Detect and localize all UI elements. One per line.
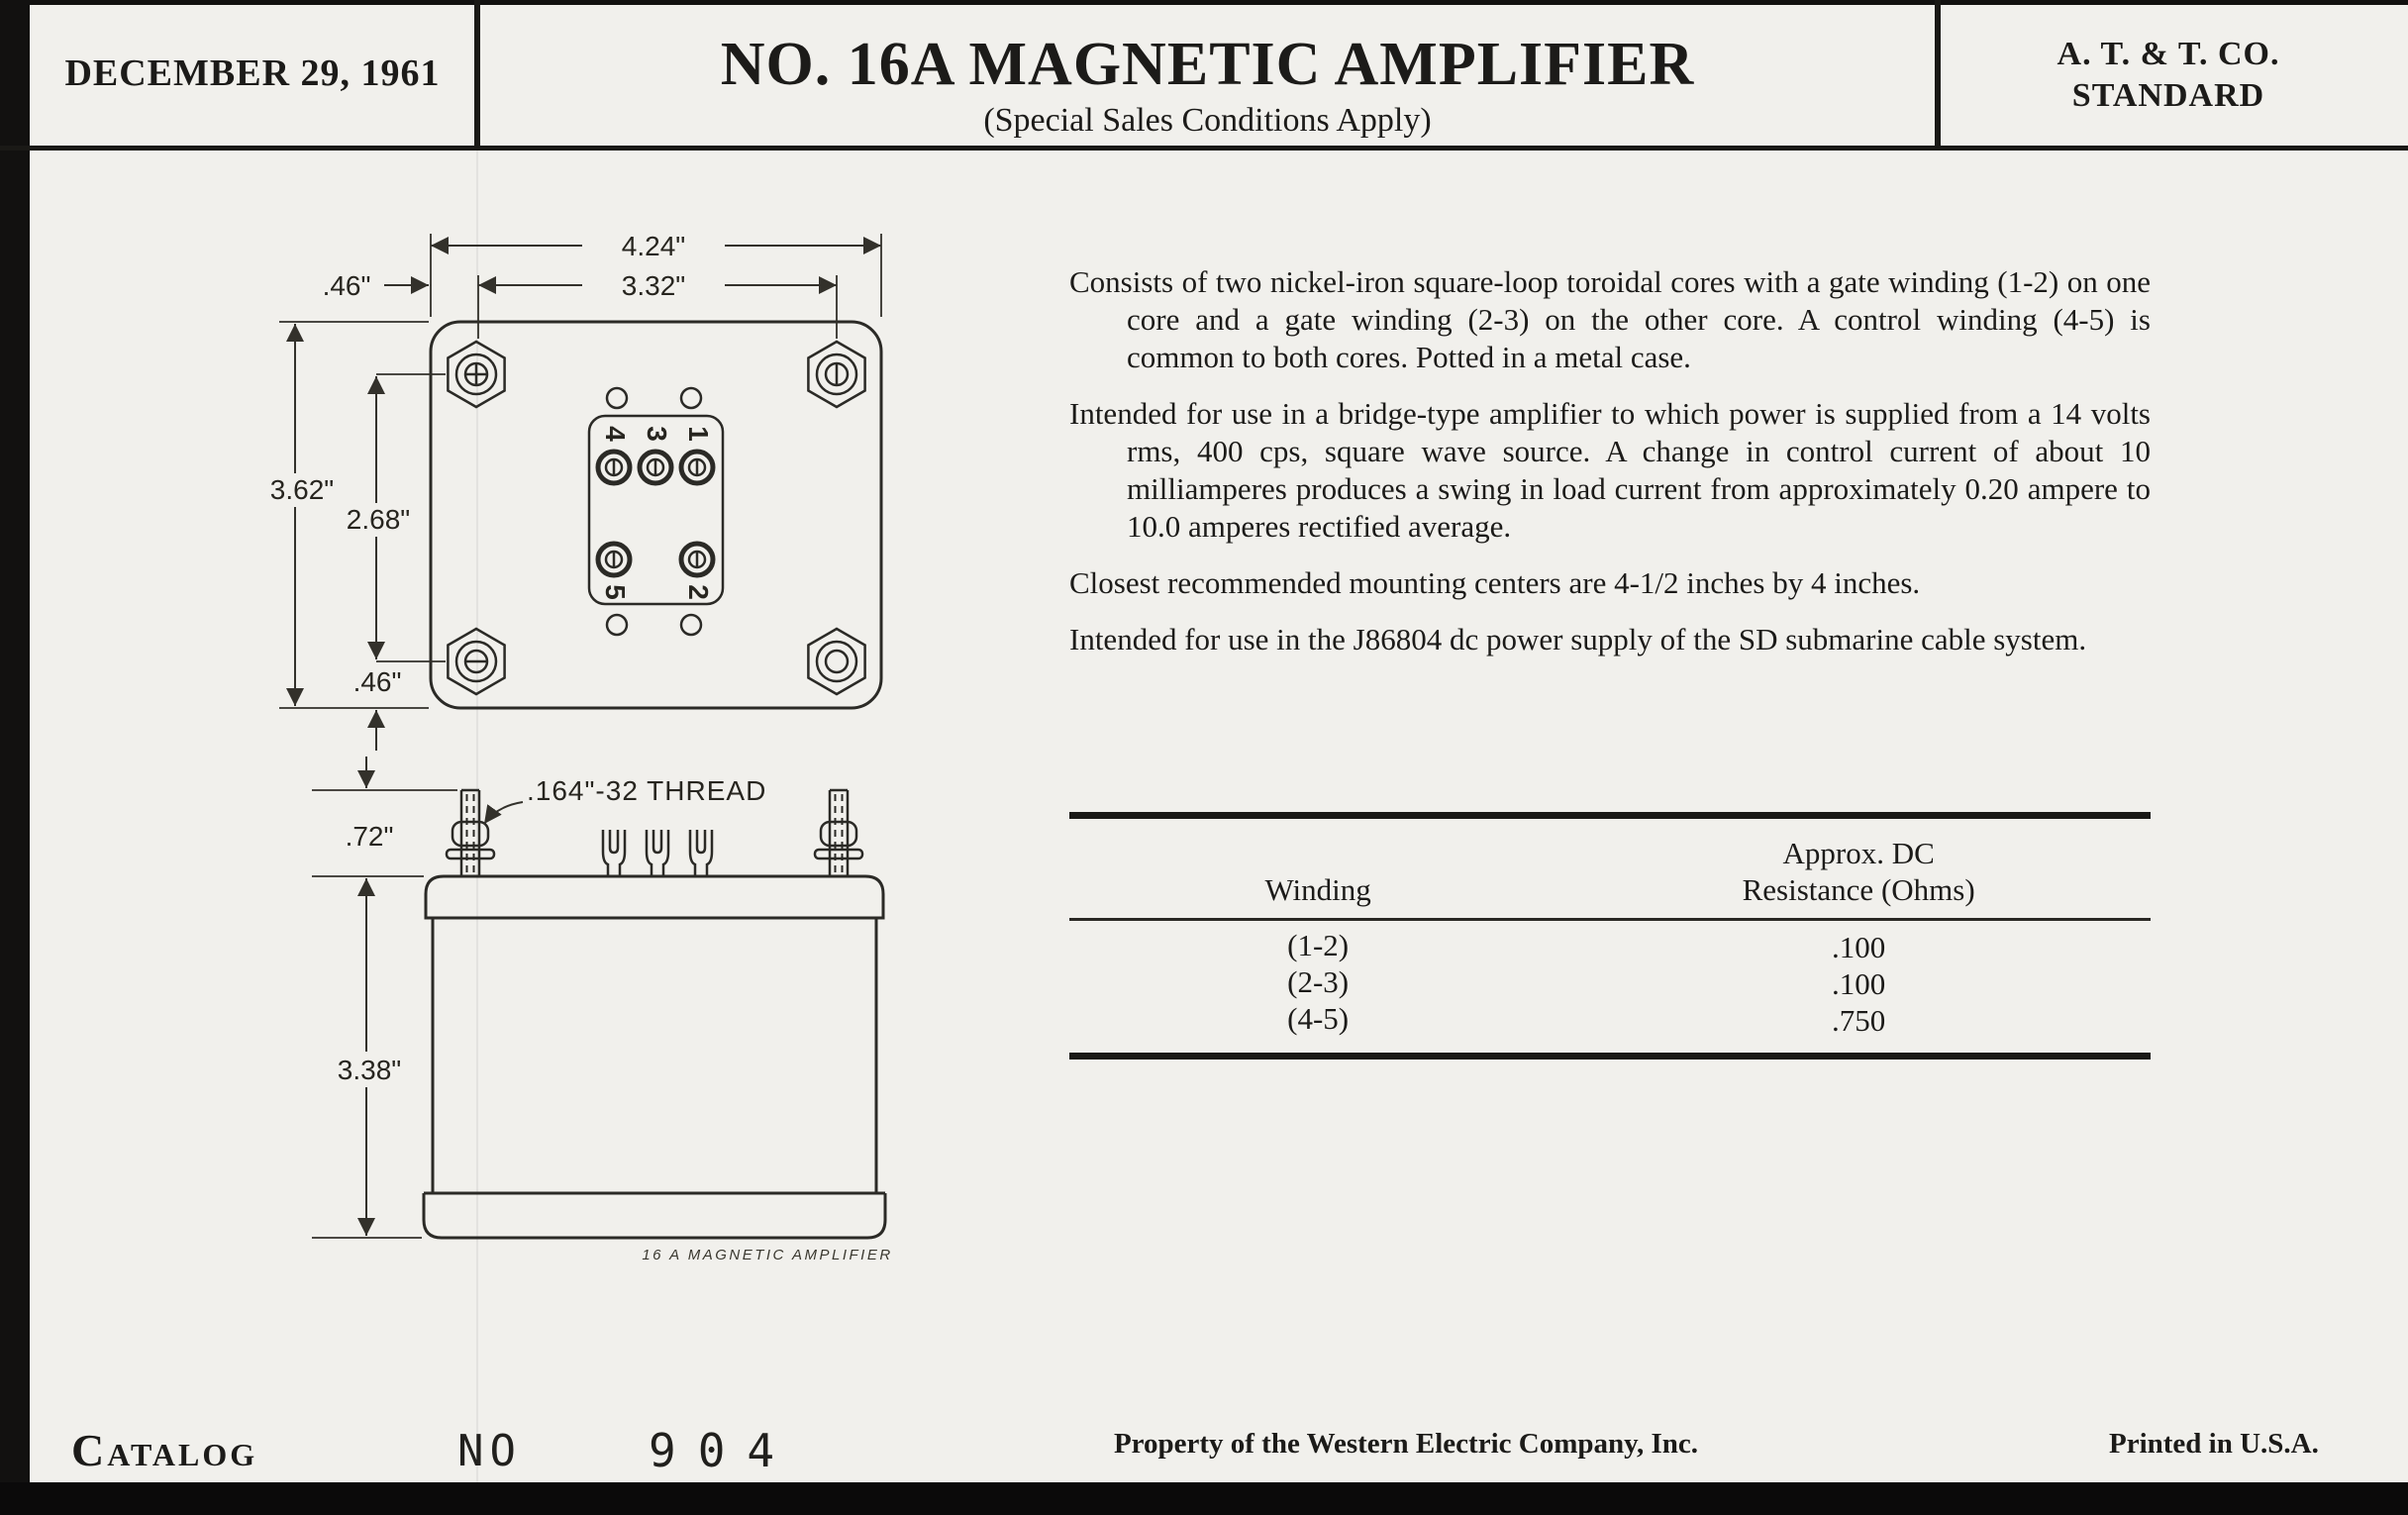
winding-table-header xyxy=(1069,819,2151,921)
mounting-nut-top-left xyxy=(448,342,504,407)
case-base xyxy=(424,1193,885,1238)
catalog-number-stamp: 904 xyxy=(649,1424,797,1477)
property-notice: Property of the Western Electric Company, Inc. xyxy=(1113,1428,1699,1460)
mounting-nut-bottom-left xyxy=(448,629,504,694)
catalog-no-stamp: NO xyxy=(457,1426,522,1476)
dim-edge-top-label: .46" xyxy=(322,270,371,301)
dim-edge-bottom-label: .46" xyxy=(352,666,402,697)
terminal-label-1: 1 xyxy=(683,426,714,442)
terminal-screws-top xyxy=(598,452,713,483)
thread-callout xyxy=(484,775,766,824)
dim-case-height-label: 3.38" xyxy=(337,1055,402,1085)
dim-width-inner xyxy=(478,270,837,339)
table-row: (4-5) .750 xyxy=(1287,1001,1886,1038)
terminal-label-5: 5 xyxy=(600,584,631,600)
paragraph-construction: Consists of two nickel-iron square-loop toroidal cores with a gate winding (1-2) on one core and a gate winding (2-3) on the other core. A control winding (4-5) is common to both cores. Potted in a metal case. xyxy=(1069,264,2151,374)
header-center xyxy=(480,0,1935,140)
case-lid xyxy=(426,876,883,918)
terminal-label-2: 2 xyxy=(683,584,714,600)
printed-in-usa: Printed in U.S.A. xyxy=(2109,1428,2319,1460)
dim-stud-height-label: .72" xyxy=(345,821,394,852)
dim-height-outer-label: 3.62" xyxy=(269,474,335,505)
page-title: NO. 16A MAGNETIC AMPLIFIER xyxy=(720,31,1695,98)
page-subtitle: (Special Sales Conditions Apply) xyxy=(983,102,1432,139)
paragraph-system-use: Intended for use in the J86804 dc power supply of the SD submarine cable system. xyxy=(1069,622,2087,656)
dim-case-height xyxy=(312,878,422,1238)
scan-edge-bottom xyxy=(0,1482,2408,1515)
col-header-resistance: Approx. DC Resistance (Ohms) xyxy=(1742,836,1975,907)
dim-edge-top xyxy=(323,270,429,301)
header-rule xyxy=(0,146,2408,151)
table-row: (1-2) .100 xyxy=(1287,928,1886,964)
case-body xyxy=(433,918,876,1193)
stud-right xyxy=(815,790,862,876)
plate-outline xyxy=(431,322,881,708)
table-row: (2-3) .100 xyxy=(1287,964,1886,1001)
description-block xyxy=(1069,263,2151,677)
terminal-label-3: 3 xyxy=(642,426,672,442)
fork-terminals xyxy=(603,830,712,876)
dim-stud-height xyxy=(312,757,457,876)
mounting-nut-top-right xyxy=(808,342,864,407)
header-org xyxy=(1941,34,2396,117)
paragraph-application: Intended for use in a bridge-type amplifier to which power is supplied from a 14 volts rms, 400 cps, square wave source. A change in control current of about 10 milliamperes produces a swing in load current from approximately 0.20 ampere to 10.0 amperes rectified average. xyxy=(1069,396,2151,544)
terminal-label-4: 4 xyxy=(600,426,631,442)
side-view xyxy=(312,757,893,1263)
terminal-screws-bottom xyxy=(598,544,713,575)
stud-left xyxy=(447,790,494,876)
drawing-caption: 16 A MAGNETIC AMPLIFIER xyxy=(642,1247,893,1263)
top-view xyxy=(261,231,881,751)
org-line2: STANDARD xyxy=(2071,77,2265,114)
technical-drawing xyxy=(228,188,960,1297)
winding-table xyxy=(1069,812,2151,1060)
org-line1: A. T. & T. CO. xyxy=(2057,36,2280,72)
dim-width-inner-label: 3.32" xyxy=(621,270,686,301)
dim-height-inner-label: 2.68" xyxy=(346,504,411,535)
dim-width-outer-label: 4.24" xyxy=(621,231,686,261)
catalog-label: Catalog xyxy=(71,1425,258,1475)
thread-label: .164"-32 THREAD xyxy=(527,775,767,806)
paragraph-mounting: Closest recommended mounting centers are 4-1/2 inches by 4 inches. xyxy=(1069,565,1921,600)
winding-table-body xyxy=(1069,921,2151,1053)
mounting-nut-bottom-right xyxy=(808,629,864,694)
header-date: DECEMBER 29, 1961 xyxy=(64,52,441,94)
col-header-winding: Winding xyxy=(1264,872,1371,907)
scan-edge-left xyxy=(0,0,30,1515)
